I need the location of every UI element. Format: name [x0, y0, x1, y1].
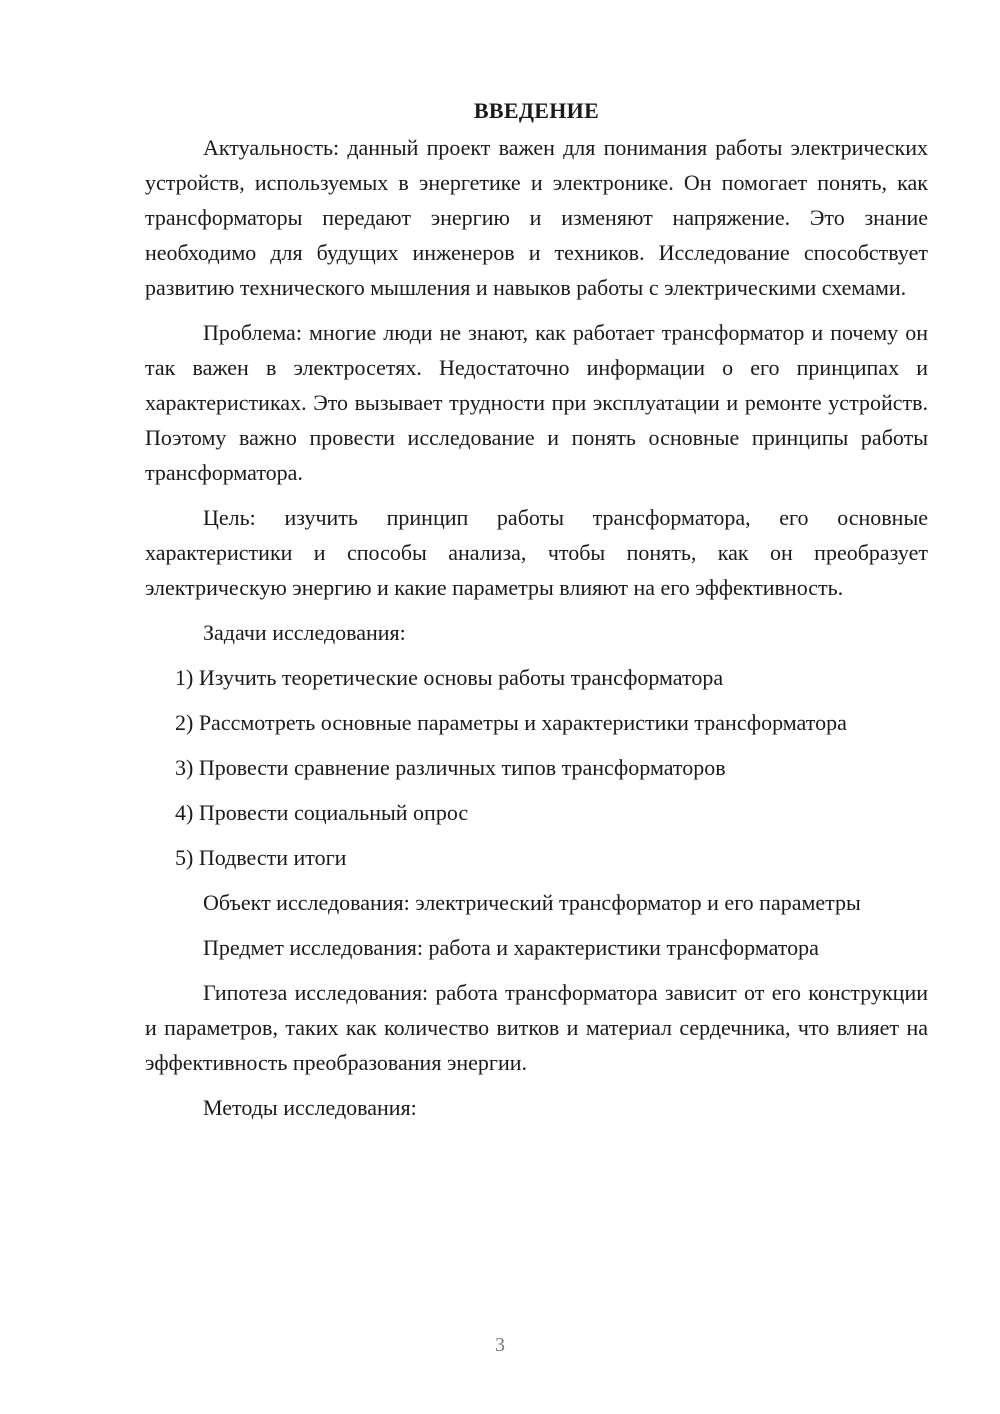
page-title: ВВЕДЕНИЕ [473, 98, 600, 123]
object-paragraph: Объект исследования: электрический трансформатор и его параметры [203, 890, 861, 915]
relevance-paragraph: Актуальность: данный проект важен для понимания работы электрических устройств, используемых в энергетике и электронике. Он помогает понять, как трансформаторы передают энергию и изменяют напряжение. Это знание необходимо для будущих инженеров и техников. Исследование способствует развитию технического мышления и навыков работы с электрическими схемами. [145, 135, 928, 300]
methods-intro: Методы исследования: [203, 1095, 417, 1120]
subject-paragraph: Предмет исследования: работа и характеристики трансформатора [203, 935, 819, 960]
task-item-2: 2) Рассмотреть основные параметры и характеристики трансформатора [175, 710, 847, 735]
problem-paragraph: Проблема: многие люди не знают, как работает трансформатор и почему он так важен в электросетях. Недостаточно информации о его принципах и характеристиках. Это вызывает трудности при эксплуатации и ремонте устройств. Поэтому важно провести исследование и понять основные принципы работы трансформатора. [145, 320, 928, 485]
task-item-5: 5) Подвести итоги [175, 845, 347, 870]
document-page [145, 96, 928, 1135]
task-item-1: 1) Изучить теоретические основы работы трансформатора [175, 665, 724, 690]
hypothesis-paragraph: Гипотеза исследования: работа трансформатора зависит от его конструкции и параметров, таких как количество витков и материал сердечника, что влияет на эффективность преобразования энергии. [145, 980, 928, 1075]
task-item-3: 3) Провести сравнение различных типов трансформаторов [175, 755, 726, 780]
goal-paragraph: Цель: изучить принцип работы трансформатора, его основные характеристики и способы анализа, чтобы понять, как он преобразует электрическую энергию и какие параметры влияют на его эффективность. [145, 505, 928, 600]
tasks-intro: Задачи исследования: [203, 620, 406, 645]
task-item-4: 4) Провести социальный опрос [175, 800, 469, 825]
page-number: 3 [495, 1334, 505, 1356]
